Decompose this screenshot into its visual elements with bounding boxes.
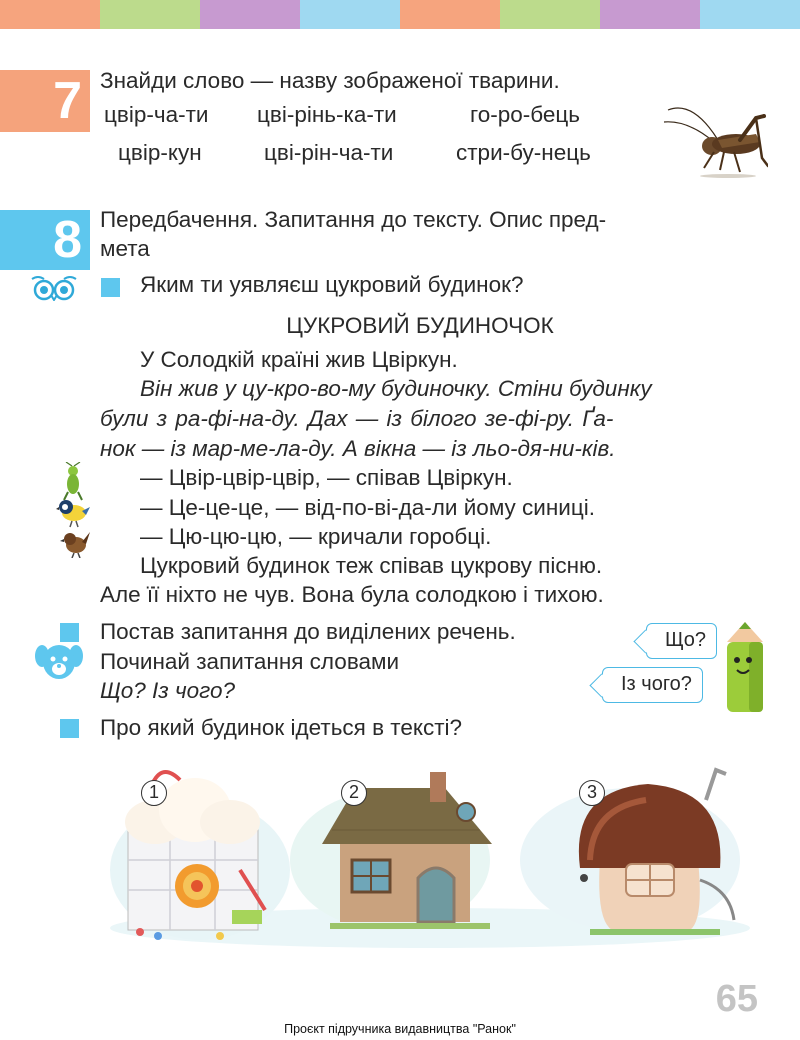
story-line: — Цю-цю-цю, — кричали горобці. xyxy=(140,524,492,549)
house-number-label: 1 xyxy=(148,782,159,802)
stripe-segment xyxy=(600,0,700,29)
story-line-highlighted: нок — із мар-ме-ла-ду. А вікна — із льо-дя-ни-ків. xyxy=(100,436,616,461)
story-line: Але її ніхто не чув. Вона була солодкою і тихою. xyxy=(100,582,604,607)
dog-icon xyxy=(34,642,84,682)
task-7-prompt: Знайди слово — назву зображеної тварини. xyxy=(100,68,560,93)
bullet-square xyxy=(60,719,79,738)
house-number-label: 3 xyxy=(586,782,597,802)
stripe-segment xyxy=(200,0,300,29)
word-option: цвір-ча-ти xyxy=(104,102,209,127)
speech-bubble-what xyxy=(646,623,717,659)
house-number-1 xyxy=(141,780,167,806)
question-sugar-house: Яким ти уявляєш цукровий будинок? xyxy=(140,272,524,297)
story-line-highlighted: Він жив у цу-кро-во-му будиночку. Стіни будинку xyxy=(140,376,652,401)
word-option: цвір-кун xyxy=(118,140,202,165)
task-7-number-badge xyxy=(0,70,90,132)
stripe-segment xyxy=(0,0,100,29)
cricket-illustration xyxy=(648,100,768,178)
word-option: цві-рін-ча-ти xyxy=(264,140,394,165)
word-option: цві-рінь-ка-ти xyxy=(257,102,397,127)
bubble-text: Із чого? xyxy=(621,673,692,695)
bullet-square xyxy=(101,278,120,297)
footer-publisher-note: Проєкт підручника видавництва "Ранок" xyxy=(284,1022,516,1036)
question-which-house: Про який будинок ідеться в тексті? xyxy=(100,715,463,740)
word-option: стри-бу-нець xyxy=(456,140,591,165)
word-option: го-ро-бець xyxy=(470,102,580,127)
sparrow-icon xyxy=(60,528,90,558)
task-number: 8 xyxy=(53,211,82,269)
stripe-segment xyxy=(300,0,400,29)
owl-eyes-icon xyxy=(30,275,78,301)
stripe-segment xyxy=(500,0,600,29)
house-number-label: 2 xyxy=(348,782,359,802)
stripe-segment xyxy=(700,0,800,29)
story-line: — Це-це-це, — від-по-ві-да-ли йому синиці. xyxy=(140,495,595,520)
bullet-square xyxy=(60,623,79,642)
cricket-character-icon xyxy=(58,462,88,502)
houses-illustration xyxy=(100,760,760,950)
stripe-segment xyxy=(400,0,500,29)
task-number: 7 xyxy=(53,72,82,130)
pencil-character-icon xyxy=(715,620,775,716)
task-8-number-badge xyxy=(0,210,90,270)
top-color-stripe xyxy=(0,0,800,29)
house-number-2 xyxy=(341,780,367,806)
story-line: — Цвір-цвір-цвір, — співав Цвіркун. xyxy=(140,465,513,490)
story-line-highlighted: були з ра-фі-на-ду. Дах — із білого зе-фі-ру. Ґа- xyxy=(100,406,614,431)
story-line: Цукровий будинок теж співав цукрову пісню. xyxy=(140,553,603,578)
stripe-segment xyxy=(100,0,200,29)
task-8-heading: Передбачення. Запитання до тексту. Опис пред- xyxy=(100,207,607,232)
question-instruction: Постав запитання до виділених речень. xyxy=(100,619,516,644)
question-words: Що? Із чого? xyxy=(100,678,236,703)
tit-bird-icon xyxy=(56,497,90,529)
task-8-heading-cont: мета xyxy=(100,236,150,261)
story-line: У Солодкій країні жив Цвіркун. xyxy=(140,347,458,372)
bubble-text: Що? xyxy=(665,629,706,651)
question-instruction: Починай запитання словами xyxy=(100,649,400,674)
house-number-3 xyxy=(579,780,605,806)
page-number: 65 xyxy=(715,978,758,1020)
story-title: ЦУКРОВИЙ БУДИНОЧОК xyxy=(286,313,554,338)
speech-bubble-from-what xyxy=(602,667,703,703)
